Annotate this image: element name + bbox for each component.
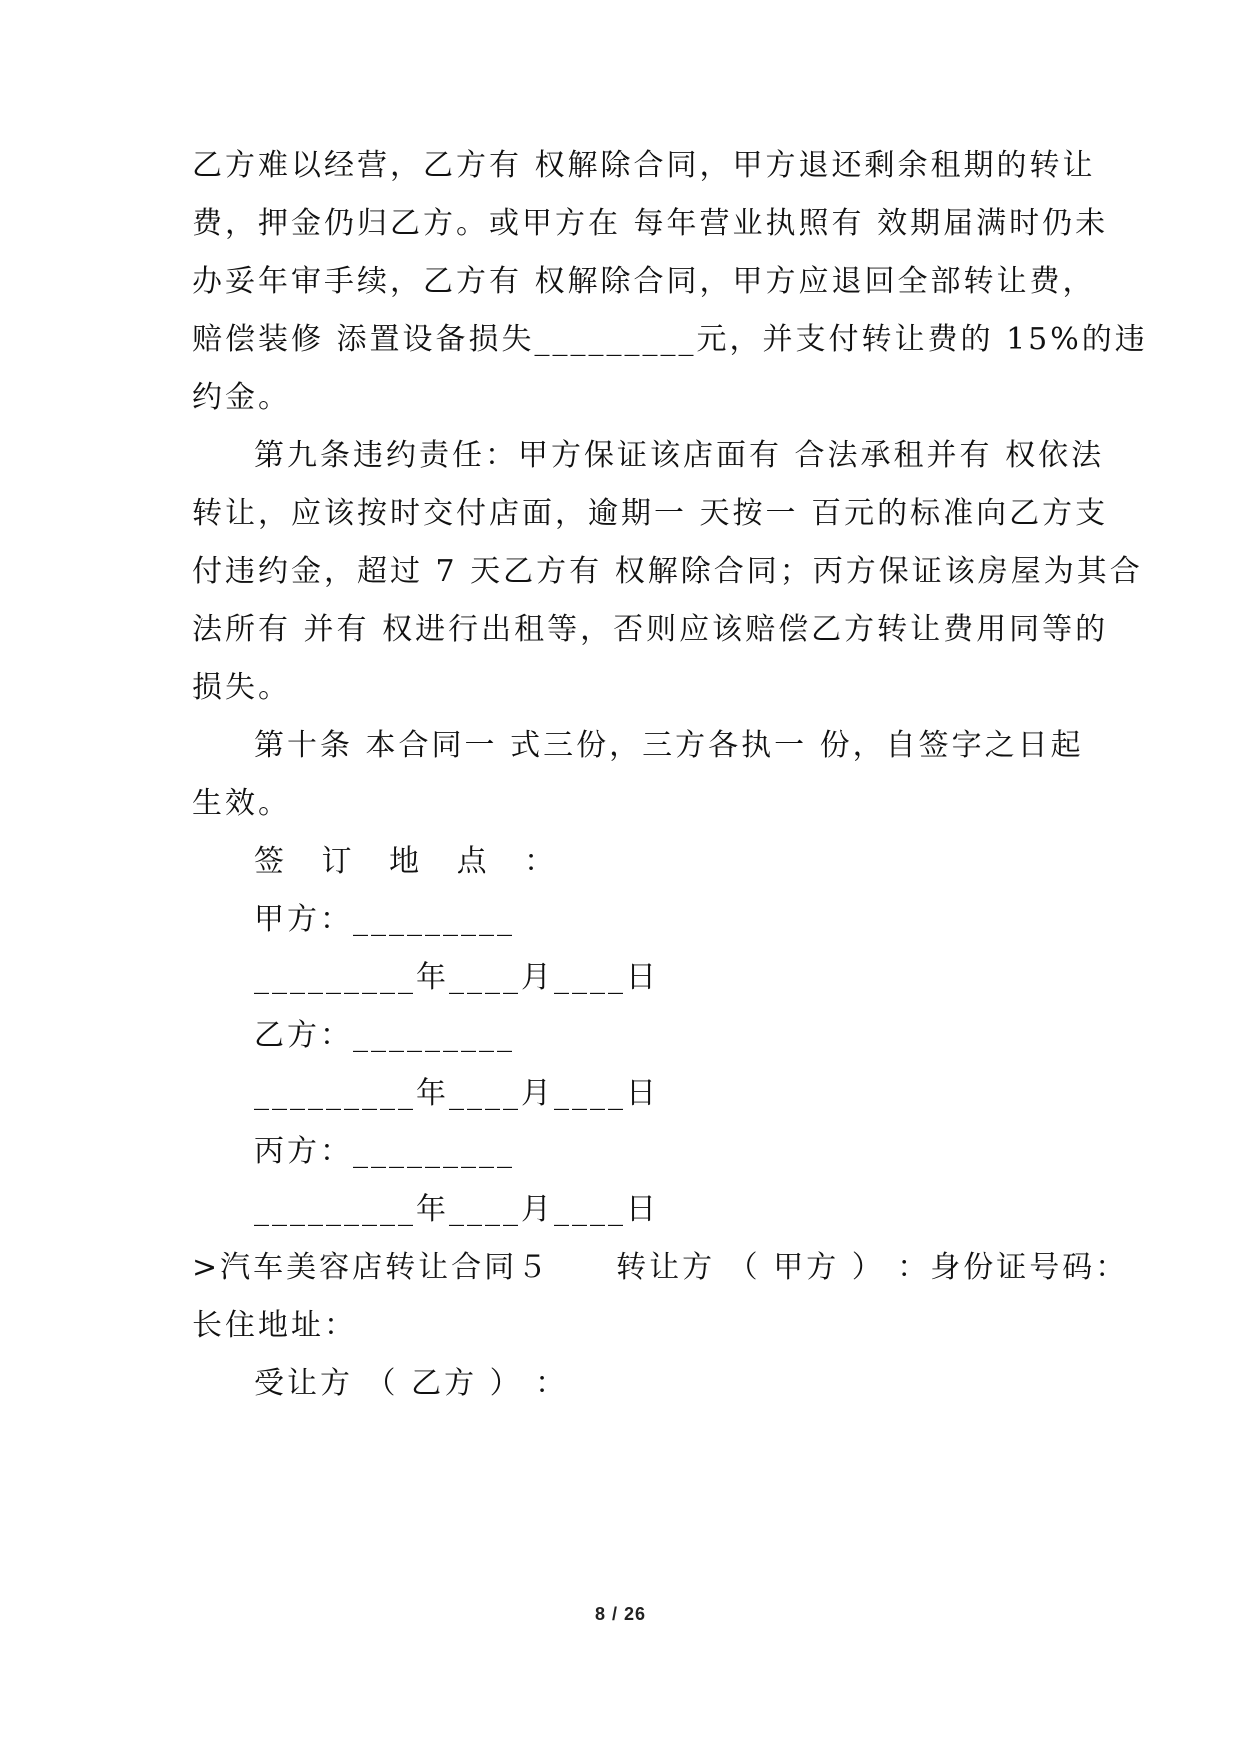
text-line: 赔偿装修 添置设备损失_________元，并支付转让费的 15%的违 (192, 322, 1148, 357)
text-line: 乙方难以经营，乙方有 权解除合同，甲方退还剩余租期的转让 (192, 148, 1096, 183)
party-c-signature-field: 丙方：_________ (254, 1134, 515, 1169)
party-b-date-field: _________年____月____日 (254, 1076, 659, 1111)
text-line: 约金。 (192, 380, 291, 415)
text-line: 转让，应该按时交付店面，逾期一 天按一 百元的标准向乙方支 (192, 496, 1109, 531)
party-b-signature-field: 乙方：_________ (254, 1018, 515, 1053)
text-line: 损失。 (192, 670, 291, 705)
text-line: 法所有 并有 权进行出租等，否则应该赔偿乙方转让费用同等的 (192, 612, 1109, 647)
text-line: 付违约金，超过 7 天乙方有 权解除合同；丙方保证该房屋为其合 (192, 554, 1143, 589)
text-line: 办妥年审手续，乙方有 权解除合同，甲方应退回全部转让费， (192, 264, 1096, 299)
contract-5-heading: >汽车美容店转让合同５ 转让方 （ 甲方 ） ：身份证号码： (192, 1250, 1129, 1285)
party-c-date-field: _________年____月____日 (254, 1192, 659, 1227)
address-label: 长住地址： (192, 1308, 357, 1343)
party-a-date-field: _________年____月____日 (254, 960, 659, 995)
signing-place-label: 签 订 地 点 ： (254, 844, 569, 879)
article-10-heading: 第十条 本合同一 式三份，三方各执一 份，自签字之日起 (254, 728, 1084, 763)
party-a-signature-field: 甲方：_________ (254, 902, 515, 937)
article-9-heading: 第九条违约责任：甲方保证该店面有 合法承租并有 权依法 (254, 438, 1105, 473)
text-line: 费，押金仍归乙方。或甲方在 每年营业执照有 效期届满时仍未 (192, 206, 1109, 241)
text-line: 生效。 (192, 786, 291, 821)
transferee-label: 受让方 （ 乙方 ） ： (254, 1366, 569, 1401)
page-number: 8 / 26 (594, 1604, 647, 1624)
